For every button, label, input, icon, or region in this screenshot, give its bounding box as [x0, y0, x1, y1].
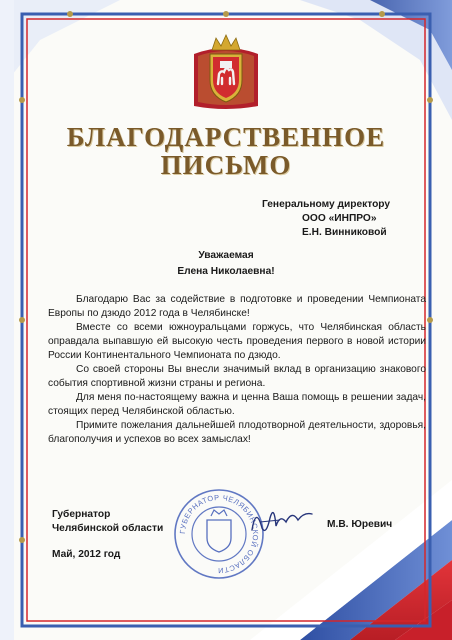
coat-of-arms-emblem [188, 32, 264, 112]
signer-position [52, 508, 163, 536]
document-title-line2: ПИСЬМО [160, 150, 292, 180]
addressee-block [262, 198, 412, 240]
handwritten-signature [246, 500, 316, 540]
letter-date: Май, 2012 год [52, 549, 121, 560]
addressee-company: ООО «ИНПРО» [302, 213, 377, 224]
greeting [0, 248, 452, 280]
signer-position-line2: Челябинской области [52, 523, 164, 534]
body-paragraph-1: Благодарю Вас за содействие в подготовке и проведении Чемпионата Европы по дзюдо 2012 года в Челябинске! [48, 294, 426, 319]
body-paragraph-4: Для меня по-настоящему важна и ценна Ваша помощь в решении задач, стоящих перед Челябинской областью. [48, 392, 426, 417]
addressee-name: Е.Н. Винниковой [302, 227, 387, 238]
body-paragraph-5: Примите пожелания дальнейшей плодотворной деятельности, здоровья, благополучия и успехов во всех замыслах! [48, 420, 426, 445]
document-title-line1: БЛАГОДАРСТВЕННОЕ [66, 122, 386, 152]
greeting-name: Елена Николаевна! [177, 266, 275, 277]
letter-body [48, 293, 426, 447]
addressee-position: Генеральному директору [262, 199, 391, 210]
greeting-salutation: Уважаемая [198, 250, 254, 261]
signer-name: М.В. Юревич [327, 519, 393, 530]
stamp-ring-text: ГУБЕРНАТОР ЧЕЛЯБИНСКОЙ ОБЛАСТИ [177, 492, 261, 576]
signer-position-line1: Губернатор [52, 509, 111, 520]
body-paragraph-3: Со своей стороны Вы внесли значимый вклад в организацию знакового события спортивной жизни страны и региона. [48, 364, 426, 389]
body-paragraph-2: Вместе со всеми южноуральцами горжусь, что Челябинская область оправдала выпавшую ей высокую честь проведения первого в новой истории России Континентального Чемпионата по дзюдо. [48, 322, 426, 361]
